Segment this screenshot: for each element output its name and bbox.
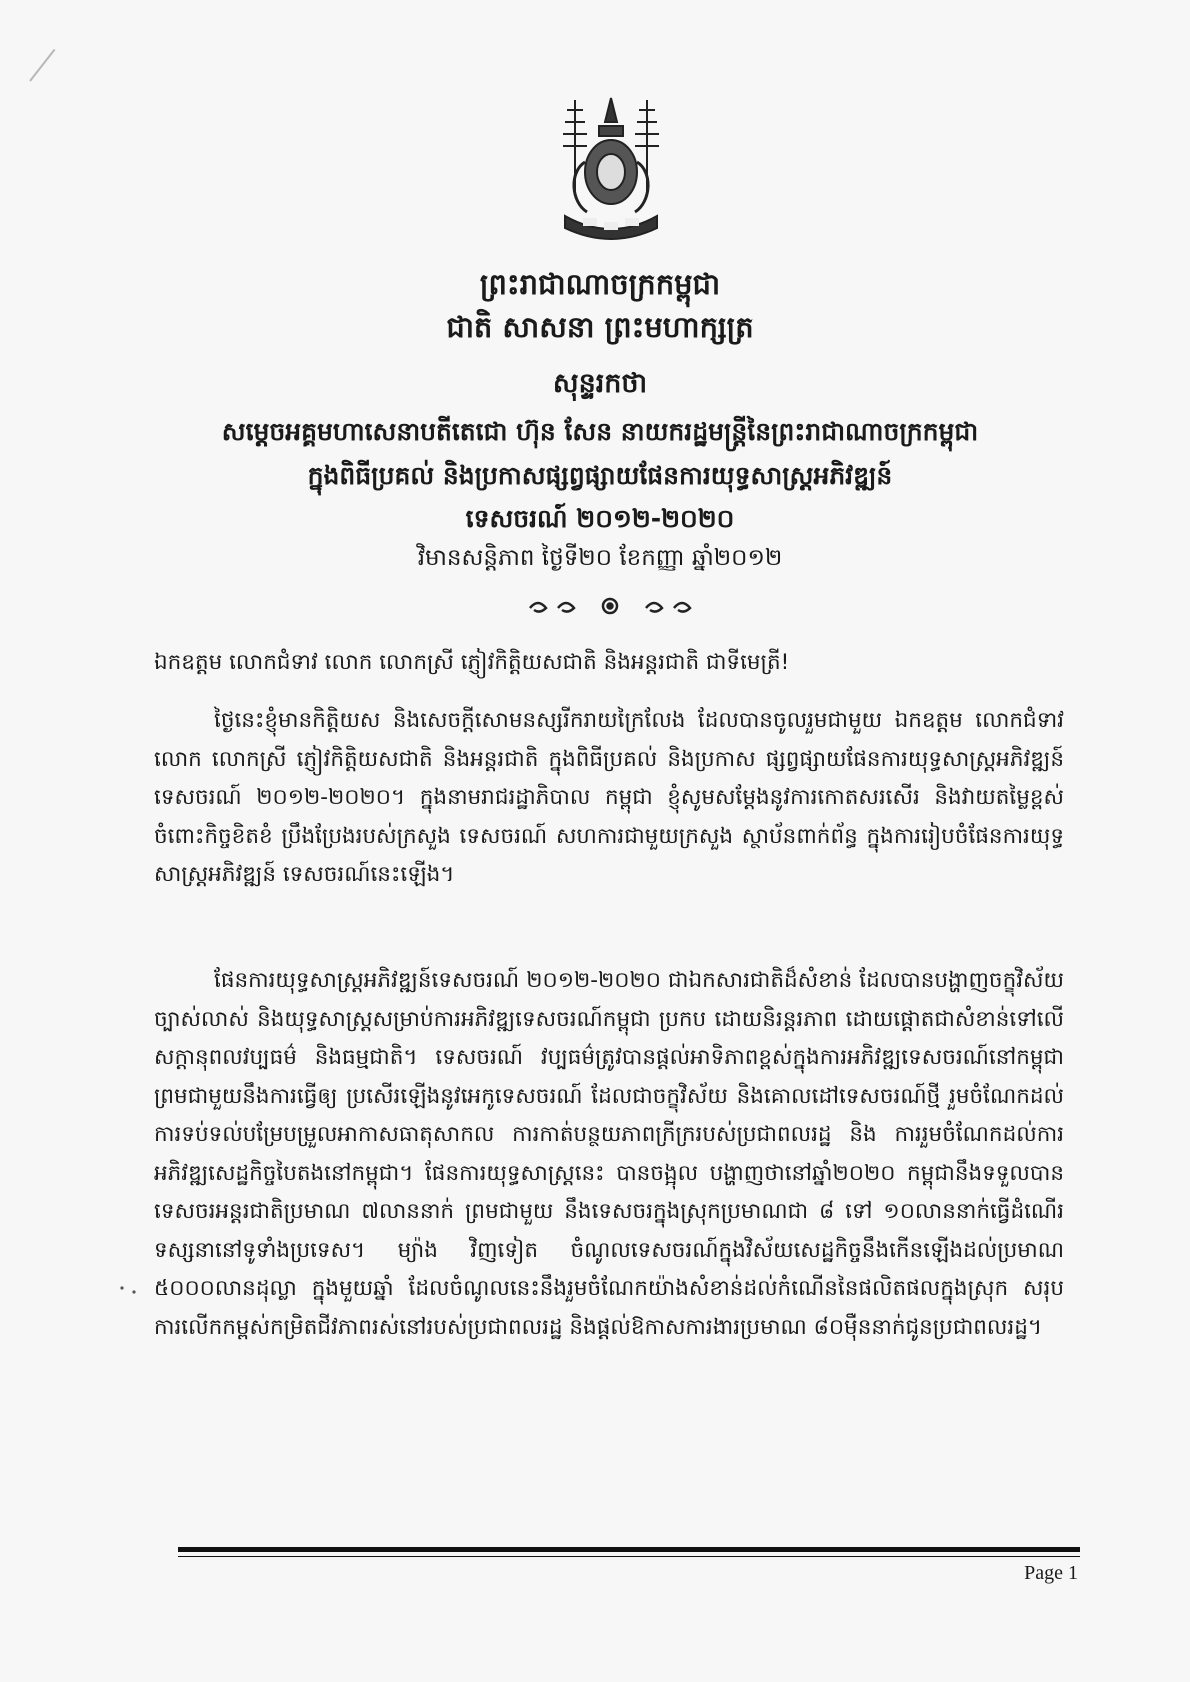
speech-label: សុន្ទរកថា bbox=[552, 368, 648, 399]
footer-rule bbox=[178, 1547, 1080, 1552]
page-number: Page 1 bbox=[1024, 1562, 1078, 1584]
footer-rule-thin bbox=[178, 1556, 1080, 1557]
plan-years: ទេសចរណ៍ ២០១២-២០២០ bbox=[465, 504, 735, 533]
scan-mark bbox=[29, 49, 55, 82]
kingdom-heading: ព្រះរាជាណាចក្រកម្ពុជា bbox=[479, 267, 721, 301]
salutation: ឯកឧត្តម លោកជំទាវ លោក លោកស្រី ភ្ញៀវកិត្តិយសជាតិ និងអន្តរជាតិ ជាទីមេត្រី! bbox=[154, 650, 790, 675]
speaker-line: សម្តេចអគ្គមហាសេនាបតីតេជោ ហ៊ុន សែន នាយករដ្ឋមន្ត្រីនៃព្រះរាជាណាចក្រកម្ពុជា bbox=[221, 417, 979, 446]
venue-date: វិមានសន្តិភាព ថ្ងៃទី២០ ខែកញ្ញា ឆ្នាំ២០១២ bbox=[417, 545, 783, 571]
national-motto: ជាតិ សាសនា ព្រះមហាក្សត្រ bbox=[446, 310, 754, 344]
ornament-divider-icon bbox=[520, 592, 700, 620]
paragraph-2: ផែនការយុទ្ធសាស្រ្តអភិវឌ្ឍន៍ទេសចរណ៍ ២០១២-២០២០ ជាឯកសារជាតិដ៏សំខាន់ ដែលបានបង្ហាញចក្ខុវិស័យច្បាស់លាស់ និងយុទ្ធសាស្រ្តសម្រាប់ការអភិវឌ្ឍទេសចរណ៍កម្ពុជា ប្រកប ដោយនិរន្តរភាព ដោយផ្តោតជាសំខាន់ទៅលើសក្តានុពលវប្បធម៌ និងធម្មជាតិ។ ទេសចរណ៍ វប្បធម៌ត្រូវបានផ្តល់អាទិភាពខ្ពស់ក្នុងការអភិវឌ្ឍទេសចរណ៍នៅកម្ពុជា ព្រមជាមួយនឹងការធ្វើឲ្យ ប្រសើរឡើងនូវអេកូទេសចរណ៍ ដែលជាចក្ខុវិស័យ និងគោលដៅទេសចរណ៍ថ្មី រួមចំណែកដល់ ការទប់ទល់បម្រែបម្រួលអាកាសធាតុសាកល ការកាត់បន្ថយភាពក្រីក្ររបស់ប្រជាពលរដ្ឋ និង ការរួមចំណែកដល់ការអភិវឌ្ឍសេដ្ឋកិច្ចបៃតងនៅកម្ពុជា។ ផែនការយុទ្ធសាស្រ្តនេះ បានចង្អុល បង្ហាញថានៅឆ្នាំ២០២០ កម្ពុជានឹងទទួលបានទេសចរអន្តរជាតិប្រមាណ ៧លាននាក់ ព្រមជាមួយ នឹងទេសចរក្នុងស្រុកប្រមាណជា ៨ ទៅ ១០លាននាក់ធ្វើដំណើរទស្សនានៅទូទាំងប្រទេស។ ម្យ៉ាង វិញទៀត ចំណូលទេសចរណ៍ក្នុងវិស័យសេដ្ឋកិច្ចនឹងកើនឡើងដល់ប្រមាណ ៥០០០លានដុល្លា ក្នុងមួយឆ្នាំ ដែលចំណូលនេះនឹងរួមចំណែកយ៉ាងសំខាន់ដល់កំណើននៃផលិតផលក្នុងស្រុក សរុប ការលើកកម្ពស់កម្រិតជីវភាពរស់នៅរបស់ប្រជាពលរដ្ឋ និងផ្តល់ឱកាសការងារប្រមាណ ៨០ម៉ឺននាក់ជូនប្រជាពលរដ្ឋ។ bbox=[154, 968, 1064, 1340]
scan-dots bbox=[118, 1285, 140, 1295]
ceremony-line: ក្នុងពិធីប្រគល់ និងប្រកាសផ្សព្វផ្សាយផែនការយុទ្ធសាស្រ្តអភិវឌ្ឍន៍ bbox=[307, 461, 893, 490]
paragraph-1: ថ្ងៃនេះខ្ញុំមានកិត្តិយស និងសេចក្តីសោមនស្សរីករាយក្រៃលែង ដែលបានចូលរួមជាមួយ ឯកឧត្តម លោកជំទាវ លោក លោកស្រី ភ្ញៀវកិត្តិយសជាតិ និងអន្តរជាតិ ក្នុងពិធីប្រគល់ និងប្រកាស ផ្សព្វផ្សាយផែនការយុទ្ធសាស្រ្តអភិវឌ្ឍន៍ទេសចរណ៍ ២០១២-២០២០។ ក្នុងនាមរាជរដ្ឋាភិបាល កម្ពុជា ខ្ញុំសូមសម្តែងនូវការកោតសរសើរ និងវាយតម្លៃខ្ពស់ចំពោះកិច្ចខិតខំ ប្រឹងប្រែងរបស់ក្រសួង ទេសចរណ៍ សហការជាមួយក្រសួង ស្ថាប័នពាក់ព័ន្ធ ក្នុងការរៀបចំផែនការយុទ្ធសាស្រ្តអភិវឌ្ឍន៍ ទេសចរណ៍នេះឡើង។ bbox=[154, 708, 1064, 887]
royal-coat-of-arms-icon bbox=[555, 92, 667, 242]
